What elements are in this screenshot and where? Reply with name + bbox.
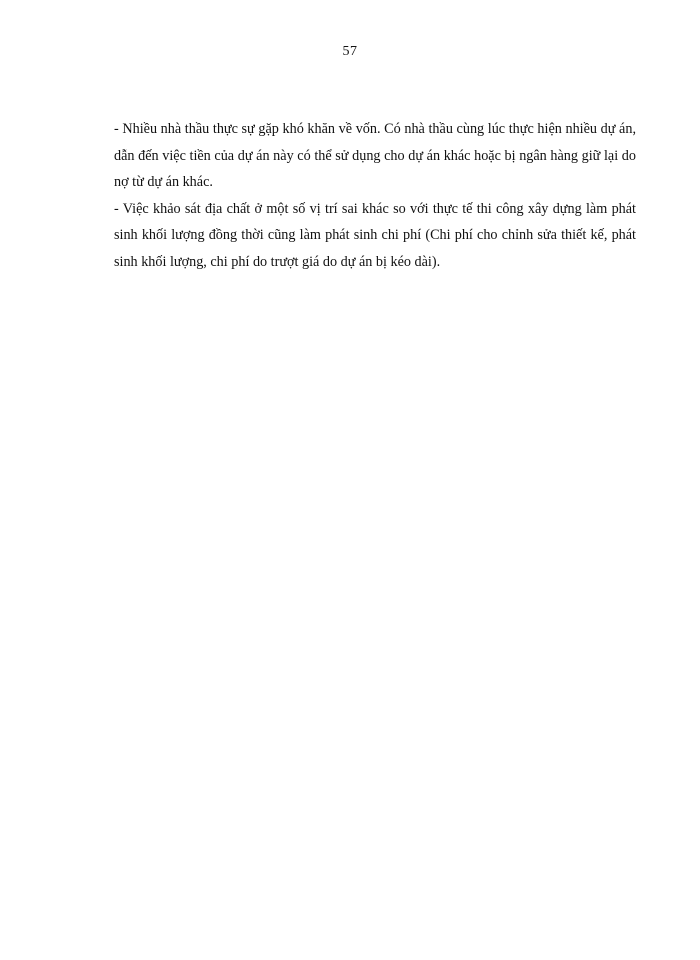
paragraph-geological-survey: - Việc khảo sát địa chất ở một số vị trí sai khác so với thực tế thi công xây dựng làm phát sinh khối lượng đồng thời cũng làm phát sinh chi phí (Chi phí cho chỉnh sửa thiết kế, phát sinh khối lượng, chi phí do trượt giá do dự án bị kéo dài). xyxy=(114,200,636,270)
body-text xyxy=(114,116,636,275)
page-number: 57 xyxy=(342,44,358,59)
paragraph-contractor-capital: - Nhiều nhà thầu thực sự gặp khó khăn về vốn. Có nhà thầu cùng lúc thực hiện nhiều dự án, dẫn đến việc tiền của dự án này có thể sử dụng cho dự án khác hoặc bị ngân hàng giữ lại do nợ từ dự án khác. xyxy=(114,121,636,190)
